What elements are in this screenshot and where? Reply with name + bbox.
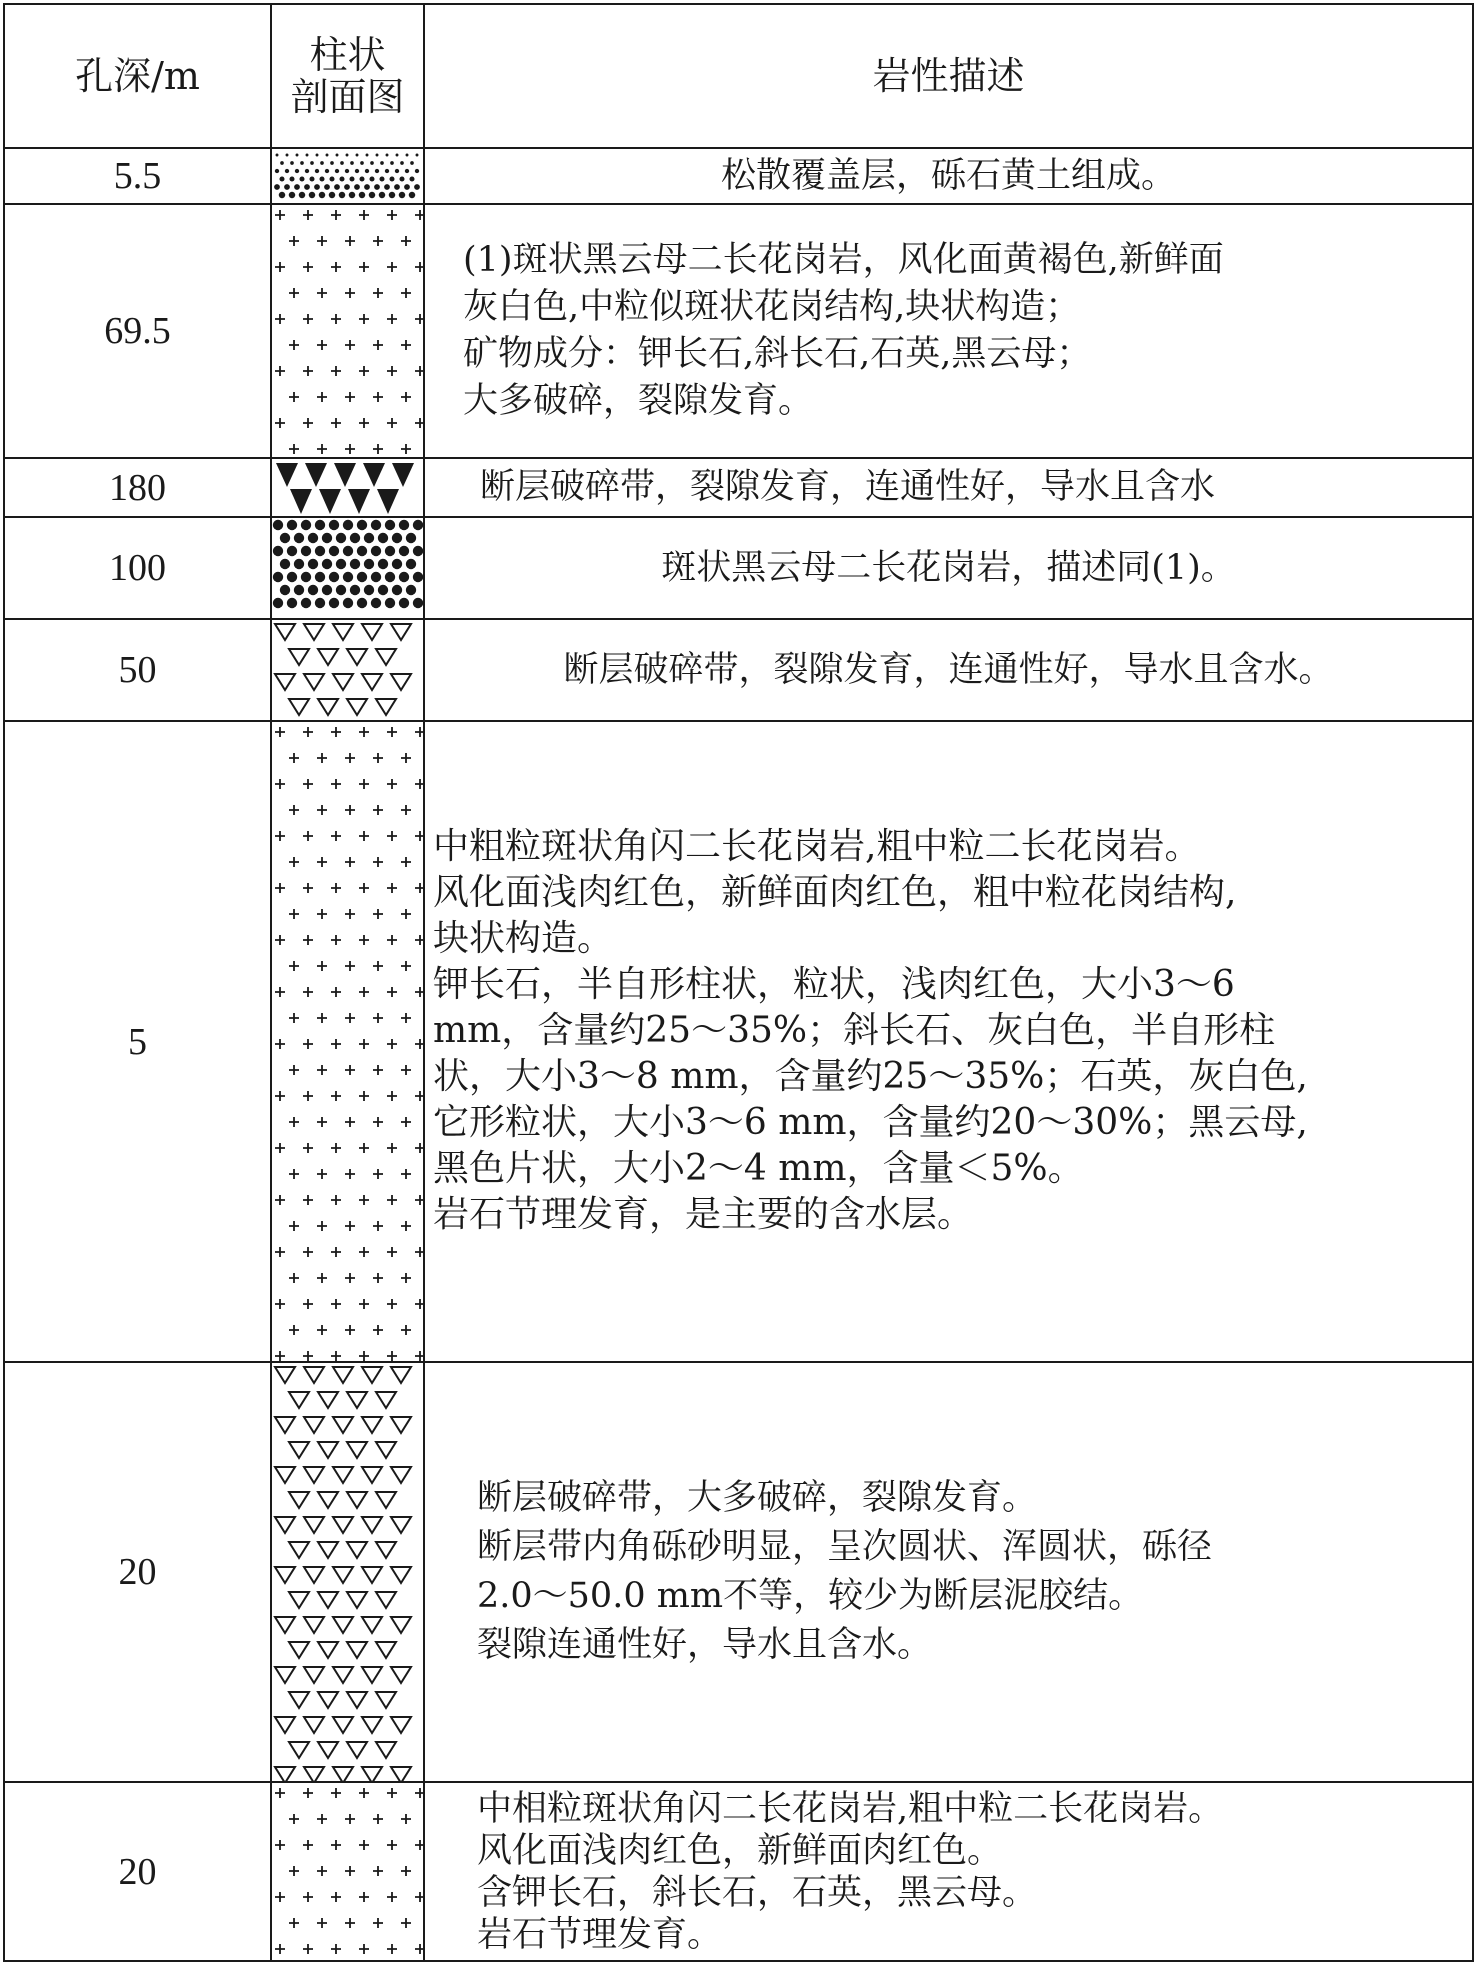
fine-dots-pattern xyxy=(270,147,425,205)
description-cell xyxy=(423,720,1474,1363)
description-line: 灰白色,中粒似斑状花岗结构,块状构造； xyxy=(463,287,1081,327)
description-line: 岩石节理发育，是主要的含水层。 xyxy=(433,1193,974,1235)
pattern-graphic xyxy=(272,205,423,457)
pattern-graphic xyxy=(272,620,423,720)
header-depth: 孔深/m xyxy=(3,3,272,149)
description-line: 风化面浅肉红色，新鲜面肉红色，粗中粒花岗结构, xyxy=(433,871,1237,913)
description-line: 黑色片状，大小2～4 mm，含量＜5%。 xyxy=(433,1147,1084,1189)
description-line: 断层破碎带，大多破碎，裂隙发育。 xyxy=(477,1478,1038,1518)
dense-dots-pattern xyxy=(270,516,425,620)
cross-pattern xyxy=(270,203,425,459)
depth-cell: 5.5 xyxy=(3,147,272,205)
depth-cell: 100 xyxy=(3,516,272,620)
description-cell xyxy=(423,203,1474,459)
depth-cell: 5 xyxy=(3,720,272,1363)
depth-cell: 69.5 xyxy=(3,203,272,459)
solid-triangle-pattern xyxy=(270,457,425,518)
header-column-line2: 剖面图 xyxy=(290,75,405,119)
description-line: 2.0～50.0 mm不等，较少为断层泥胶结。 xyxy=(477,1576,1144,1616)
header-description: 岩性描述 xyxy=(423,3,1474,149)
description-line: 风化面浅肉红色，新鲜面肉红色。 xyxy=(477,1830,1003,1871)
pattern-graphic xyxy=(272,722,423,1361)
description-cell xyxy=(423,147,1474,205)
description-line: 断层破碎带，裂隙发育，连通性好，导水且含水 xyxy=(480,467,1216,507)
cross-pattern xyxy=(270,1781,425,1962)
description-line: 斑状黑云母二长花岗岩，描述同(1)。 xyxy=(661,547,1236,588)
description-line: 含钾长石，斜长石，石英，黑云母。 xyxy=(477,1872,1038,1913)
description-line: 中相粒斑状角闪二长花岗岩,粗中粒二长花岗岩。 xyxy=(477,1788,1224,1829)
open-triangle-pattern xyxy=(270,1361,425,1783)
open-triangle-pattern xyxy=(270,618,425,722)
description-line: 它形粒状，大小3～6 mm，含量约20～30%；黑云母, xyxy=(433,1101,1308,1143)
description-line: 断层带内角砾砂明显，呈次圆状、浑圆状，砾径 xyxy=(477,1527,1213,1567)
pattern-graphic xyxy=(272,1783,423,1960)
description-line: 岩石节理发育。 xyxy=(477,1914,723,1955)
pattern-graphic xyxy=(272,459,423,516)
depth-cell: 180 xyxy=(3,457,272,518)
pattern-graphic xyxy=(272,1363,423,1781)
description-line: 中粗粒斑状角闪二长花岗岩,粗中粒二长花岗岩。 xyxy=(433,825,1201,867)
pattern-graphic xyxy=(272,149,423,203)
description-cell xyxy=(423,618,1474,722)
description-cell xyxy=(423,1361,1474,1783)
description-line: 块状构造。 xyxy=(433,917,614,959)
description-line: 松散覆盖层，砾石黄土组成。 xyxy=(720,155,1176,196)
description-line: mm，含量约25～35%；斜长石、灰白色，半自形柱 xyxy=(433,1009,1276,1051)
description-line: 裂隙连通性好，导水且含水。 xyxy=(477,1625,933,1665)
description-cell xyxy=(423,1781,1474,1962)
description-line: (1)斑状黑云母二长花岗岩，风化面黄褐色,新鲜面 xyxy=(463,240,1224,280)
cross-pattern xyxy=(270,720,425,1363)
header-column xyxy=(270,3,425,149)
depth-cell: 20 xyxy=(3,1361,272,1783)
description-line: 钾长石，半自形柱状，粒状，浅肉红色，大小3～6 xyxy=(433,963,1235,1005)
depth-cell: 50 xyxy=(3,618,272,722)
pattern-graphic xyxy=(272,518,423,618)
lithology-table xyxy=(3,3,1474,1962)
description-line: 大多破碎，裂隙发育。 xyxy=(463,381,814,421)
description-line: 断层破碎带，裂隙发育，连通性好，导水且含水。 xyxy=(563,649,1334,690)
description-line: 矿物成分：钾长石,斜长石,石英,黑云母； xyxy=(463,334,1092,374)
description-line: 状，大小3～8 mm，含量约25～35%；石英，灰白色, xyxy=(433,1055,1308,1097)
depth-cell: 20 xyxy=(3,1781,272,1962)
description-cell xyxy=(423,457,1474,518)
header-column-line1: 柱状 xyxy=(309,33,386,77)
description-cell xyxy=(423,516,1474,620)
